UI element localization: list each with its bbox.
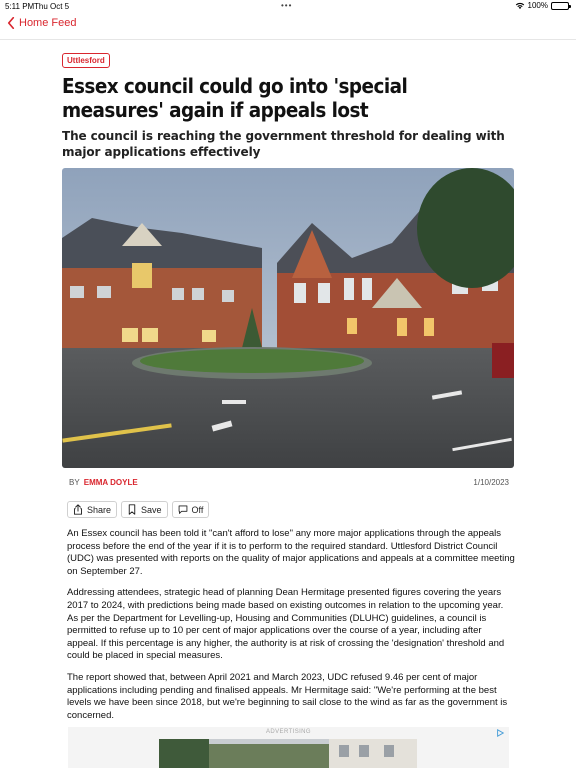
- paragraph: An Essex council has been told it "can't afford to lose" any more major applications through the appeals process before the end of the year if it is to perform to the required standard. Uttlesford District Council (UDC) was presented with reports on the quality of major applications and appeals at a committee meeting on September 27.: [67, 528, 515, 577]
- paragraph: Addressing attendees, strategic head of planning Dean Hermitage presented figures covering the years 2017 to 2024, with predictions being made based on existing outcomes in relation to the upcoming year. As per the Department for Levelling-up, Housing and Communities (DLUHC) guidelines, a council is permitted to refuse up to 10 per cent of major applications over the course of a year, including after appeal. If this percentage is any higher, the authority is at risk of crossing the 'designation' threshold and could be placed in special measures.: [67, 587, 505, 662]
- save-button[interactable]: [121, 501, 168, 518]
- share-button[interactable]: [67, 501, 117, 518]
- multitasking-dots-icon[interactable]: •••: [281, 1, 293, 10]
- back-button-label: Home Feed: [19, 17, 77, 29]
- wifi-icon: [515, 2, 525, 10]
- paragraph: The report showed that, between April 2021 and March 2023, UDC refused 9.46 per cent of major applications including pending and finalised appeals. Mr Hermitage said: "We're performing at the best levels we have been since 2018, but we're beginning to sail close to the wind as far as the government is concerned.: [67, 671, 508, 721]
- battery-icon: [551, 2, 569, 10]
- advertisement[interactable]: [68, 727, 509, 768]
- back-button[interactable]: [6, 17, 76, 29]
- subheadline: The council is reaching the government threshold for dealing with major applications effectively: [62, 129, 505, 159]
- author-link[interactable]: EMMA DOYLE: [83, 478, 138, 487]
- article-photo: [62, 168, 514, 468]
- byline: [69, 478, 138, 487]
- adchoices-icon[interactable]: [496, 729, 504, 737]
- headline: Essex council could go into 'special measures' again if appeals lost: [62, 74, 408, 122]
- save-label: Save: [141, 504, 162, 515]
- ad-image[interactable]: [159, 739, 417, 768]
- navigation-bar: [0, 12, 576, 40]
- article: [62, 50, 515, 721]
- battery-percent: 100%: [527, 1, 548, 10]
- article-body: [67, 528, 515, 731]
- status-right: [515, 1, 569, 10]
- byline-prefix: BY: [69, 478, 80, 487]
- share-label: Share: [87, 504, 112, 515]
- share-icon: [73, 504, 83, 515]
- chevron-left-icon: [6, 17, 16, 29]
- comments-label: Off: [191, 504, 204, 515]
- comment-icon: [178, 504, 188, 515]
- status-date: Thu Oct 5: [34, 2, 70, 11]
- ad-picture: [159, 739, 417, 768]
- article-actions: [67, 501, 209, 518]
- comments-button[interactable]: [172, 501, 210, 518]
- status-time: 5:11 PM: [5, 2, 35, 11]
- council-building-photo: [62, 168, 514, 468]
- category-tag[interactable]: Uttlesford: [62, 53, 110, 68]
- status-bar: [0, 0, 576, 12]
- ad-label: ADVERTISING: [266, 729, 311, 735]
- bookmark-icon: [127, 504, 137, 515]
- publish-date: 1/10/2023: [473, 478, 509, 487]
